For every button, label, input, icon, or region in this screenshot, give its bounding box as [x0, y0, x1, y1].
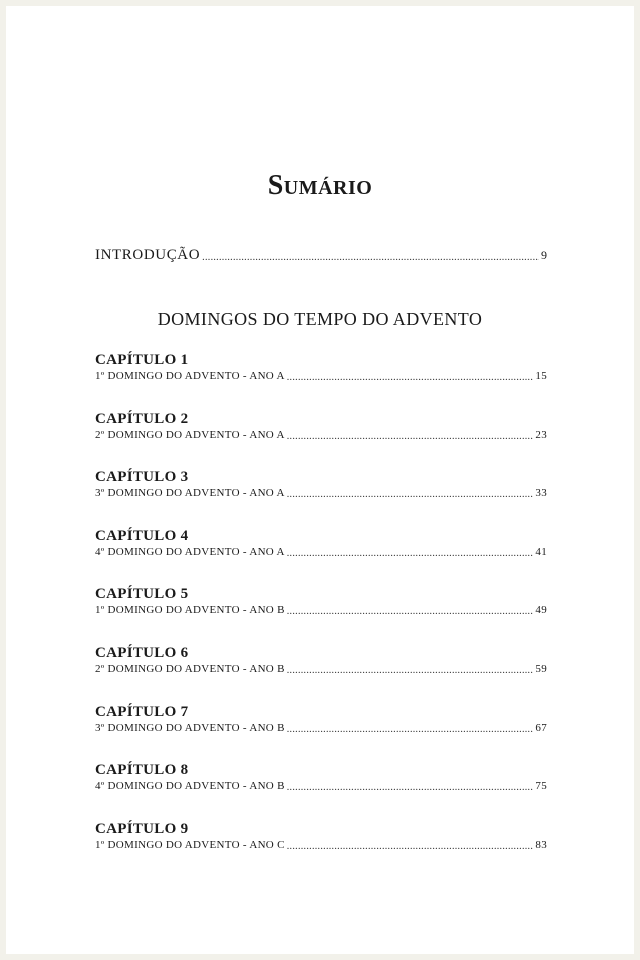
- chapter-title: CAPÍTULO 5: [95, 586, 189, 602]
- toc-page-number: 83: [535, 839, 547, 851]
- chapter-title: CAPÍTULO 2: [95, 411, 189, 427]
- dot-leader: [287, 606, 534, 617]
- chapter-title: CAPÍTULO 9: [95, 821, 189, 837]
- toc-entry-label: 1º DOMINGO DO ADVENTO - ANO B: [95, 604, 285, 616]
- toc-entry: [95, 546, 547, 558]
- chapter-block: [95, 410, 547, 441]
- toc-page-number: 49: [535, 604, 547, 616]
- toc-page-number: 15: [535, 370, 547, 382]
- toc-page-number: 9: [541, 248, 547, 262]
- dot-leader: [287, 372, 534, 383]
- chapter-block: [95, 761, 547, 792]
- toc-entry: [95, 370, 547, 382]
- toc-entry: [95, 487, 547, 499]
- chapter-title: CAPÍTULO 6: [95, 645, 189, 661]
- toc-page-number: 75: [535, 780, 547, 792]
- dot-leader: [287, 665, 534, 676]
- dot-leader: [287, 724, 534, 735]
- chapter-block: [95, 527, 547, 558]
- page-title: Sumário: [267, 170, 373, 201]
- toc-page-number: 41: [535, 546, 547, 558]
- toc-entry: [95, 722, 547, 734]
- toc-page-number: 23: [535, 429, 547, 441]
- chapter-block: [95, 820, 547, 851]
- chapter-block: [95, 351, 547, 382]
- toc-entry-label: INTRODUÇÃO: [95, 247, 201, 263]
- toc-entry-label: 2º DOMINGO DO ADVENTO - ANO B: [95, 663, 285, 675]
- chapter-title: CAPÍTULO 1: [95, 352, 189, 368]
- chapter-block: [95, 644, 547, 675]
- toc-entry-label: 1º DOMINGO DO ADVENTO - ANO A: [95, 370, 285, 382]
- chapter-block: [95, 468, 547, 499]
- toc-entry-label: 4º DOMINGO DO ADVENTO - ANO B: [95, 780, 285, 792]
- dot-leader: [287, 431, 534, 442]
- toc-entry: [95, 839, 547, 851]
- toc-page-number: 67: [535, 722, 547, 734]
- chapter-block: [95, 703, 547, 734]
- section-heading: DOMINGOS DO TEMPO DO ADVENTO: [157, 309, 483, 329]
- toc-entry-introduction: [95, 247, 547, 264]
- toc-entry-label: 3º DOMINGO DO ADVENTO - ANO B: [95, 722, 285, 734]
- toc-entry: [95, 780, 547, 792]
- chapter-title: CAPÍTULO 3: [95, 469, 189, 485]
- chapter-title: CAPÍTULO 8: [95, 762, 189, 778]
- chapter-title: CAPÍTULO 7: [95, 704, 189, 720]
- toc-page-number: 59: [535, 663, 547, 675]
- toc-entry-label: 4º DOMINGO DO ADVENTO - ANO A: [95, 546, 285, 558]
- dot-leader: [287, 782, 534, 793]
- chapter-block: [95, 585, 547, 616]
- chapter-title: CAPÍTULO 4: [95, 528, 189, 544]
- toc-entry-label: 1º DOMINGO DO ADVENTO - ANO C: [95, 839, 285, 851]
- dot-leader: [287, 489, 534, 500]
- toc-page-number: 33: [535, 487, 547, 499]
- dot-leader: [287, 841, 534, 852]
- toc-entry: [95, 604, 547, 616]
- toc-entry: [95, 429, 547, 441]
- dot-leader: [202, 249, 539, 264]
- dot-leader: [287, 548, 534, 559]
- document-page: [6, 6, 634, 954]
- toc-entry: [95, 663, 547, 675]
- toc-entry-label: 3º DOMINGO DO ADVENTO - ANO A: [95, 487, 285, 499]
- toc-entry-label: 2º DOMINGO DO ADVENTO - ANO A: [95, 429, 285, 441]
